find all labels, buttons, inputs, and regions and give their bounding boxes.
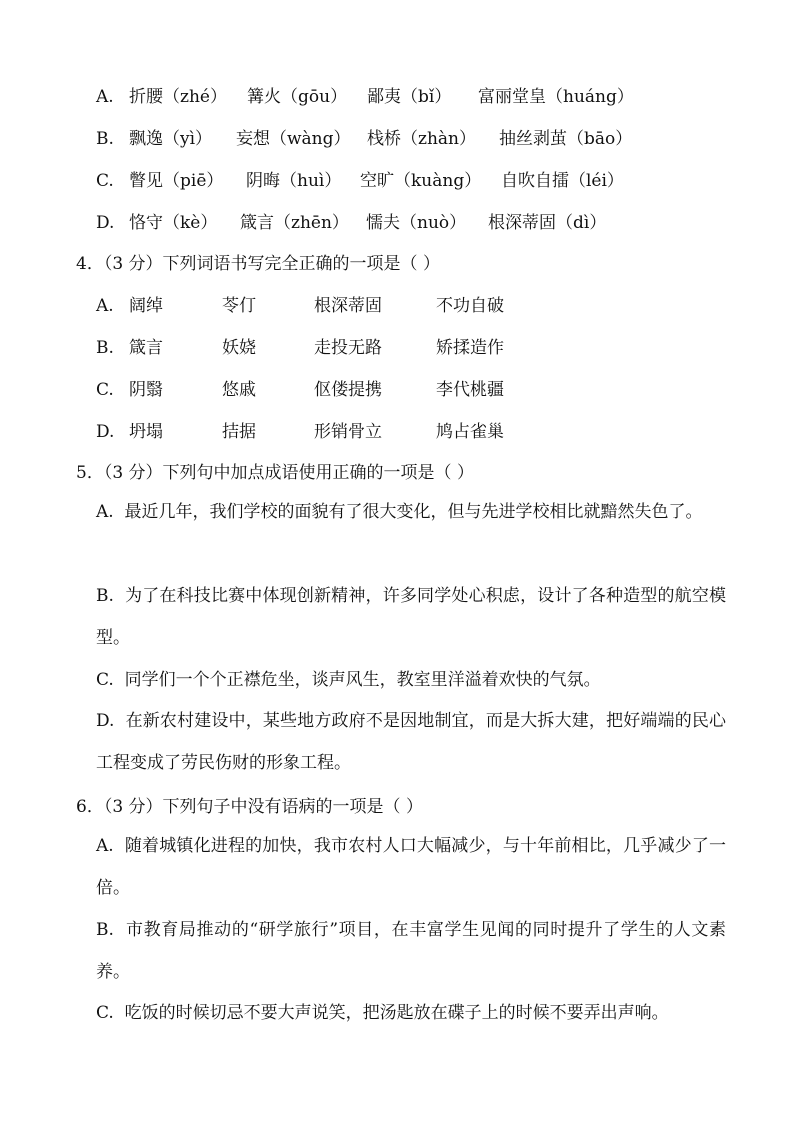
q4-stem: 4．（3 分）下列词语书写完全正确的一项是（ ） [76, 254, 440, 274]
option-letter: B. [96, 338, 114, 358]
option-letter: A. [96, 502, 114, 522]
option-text: 同学们一个个正襟危坐，谈声风生，教室里洋溢着欢快的气氛。 [124, 670, 601, 690]
option-item: 根深蒂固（dì） [488, 213, 607, 233]
option-letter: D. [96, 711, 115, 731]
q6-option-b [96, 909, 726, 993]
option-item: 妄想（wàng） [236, 129, 351, 149]
option-item: 瞥见（piē） [129, 171, 224, 191]
option-item: 鄙夷（bǐ） [367, 87, 452, 107]
option-item: 抽丝剥茧（bāo） [499, 129, 633, 149]
option-item: 悠戚 [222, 380, 256, 400]
option-text: 随着城镇化进程的加快，我市农村人口大幅减少，与十年前相比，几乎减少了一倍。 [96, 836, 726, 898]
option-item: 形销骨立 [314, 422, 382, 442]
option-letter: D. [96, 213, 115, 233]
option-item: 阔绰 [129, 296, 163, 316]
option-item: 李代桃疆 [436, 380, 504, 400]
option-text: 在新农村建设中，某些地方政府不是因地制宜，而是大拆大建，把好端端的民心工程变成了劳民伤财的形象工程。 [96, 711, 727, 773]
option-item: 阴翳 [129, 380, 163, 400]
option-item: 走投无路 [314, 338, 382, 358]
option-text: 吃饭的时候切忌不要大声说笑，把汤匙放在碟子上的时候不要弄出声响。 [124, 1003, 669, 1023]
option-letter: A. [96, 296, 114, 316]
option-letter: C. [96, 1003, 114, 1023]
q5-option-c [96, 659, 726, 701]
option-letter: C. [96, 171, 114, 191]
option-letter: C. [96, 670, 114, 690]
option-letter: B. [96, 129, 114, 149]
option-letter: B. [96, 920, 114, 940]
option-item: 自吹自擂（léi） [501, 171, 624, 191]
option-text: 最近几年，我们学校的面貌有了很大变化，但与先进学校相比就黯然失色了。 [124, 502, 703, 522]
option-item: 拮据 [222, 422, 256, 442]
option-letter: A. [96, 836, 114, 856]
option-item: 矫揉造作 [436, 338, 504, 358]
q5-option-a [96, 491, 726, 533]
option-item: 飘逸（yì） [129, 129, 213, 149]
option-item: 富丽堂皇（huáng） [478, 87, 634, 107]
option-text: 为了在科技比赛中体现创新精神，许多同学处心积虑，设计了各种造型的航空模型。 [96, 586, 727, 648]
option-item: 伛偻提携 [314, 380, 382, 400]
option-item: 阴晦（huì） [246, 171, 342, 191]
option-letter: C. [96, 380, 114, 400]
option-item: 懦夫（nuò） [366, 213, 467, 233]
option-item: 篝火（gōu） [247, 87, 348, 107]
option-item: 苓仃 [222, 296, 256, 316]
option-item: 不功自破 [436, 296, 504, 316]
option-item: 鸠占雀巢 [436, 422, 504, 442]
option-item: 箴言（zhēn） [240, 213, 349, 233]
option-item: 妖娆 [222, 338, 256, 358]
option-item: 空旷（kuàng） [360, 171, 482, 191]
option-letter: A. [96, 87, 114, 107]
q5-option-b [96, 575, 726, 659]
q6-option-c [96, 992, 726, 1034]
option-item: 折腰（zhé） [129, 87, 227, 107]
option-letter: D. [96, 422, 115, 442]
option-letter: B. [96, 586, 114, 606]
option-item: 恪守（kè） [129, 213, 218, 233]
option-text: 市教育局推动的“研学旅行”项目，在丰富学生见闻的同时提升了学生的人文素养。 [96, 920, 726, 982]
option-item: 栈桥（zhàn） [367, 129, 476, 149]
q5-option-d [96, 700, 726, 784]
q6-stem: 6．（3 分）下列句子中没有语病的一项是（ ） [76, 797, 423, 817]
option-item: 根深蒂固 [314, 296, 382, 316]
q5-stem: 5．（3 分）下列句中加点成语使用正确的一项是（ ） [76, 463, 474, 483]
option-item: 箴言 [129, 338, 163, 358]
option-item: 坍塌 [129, 422, 163, 442]
q6-option-a [96, 825, 726, 909]
